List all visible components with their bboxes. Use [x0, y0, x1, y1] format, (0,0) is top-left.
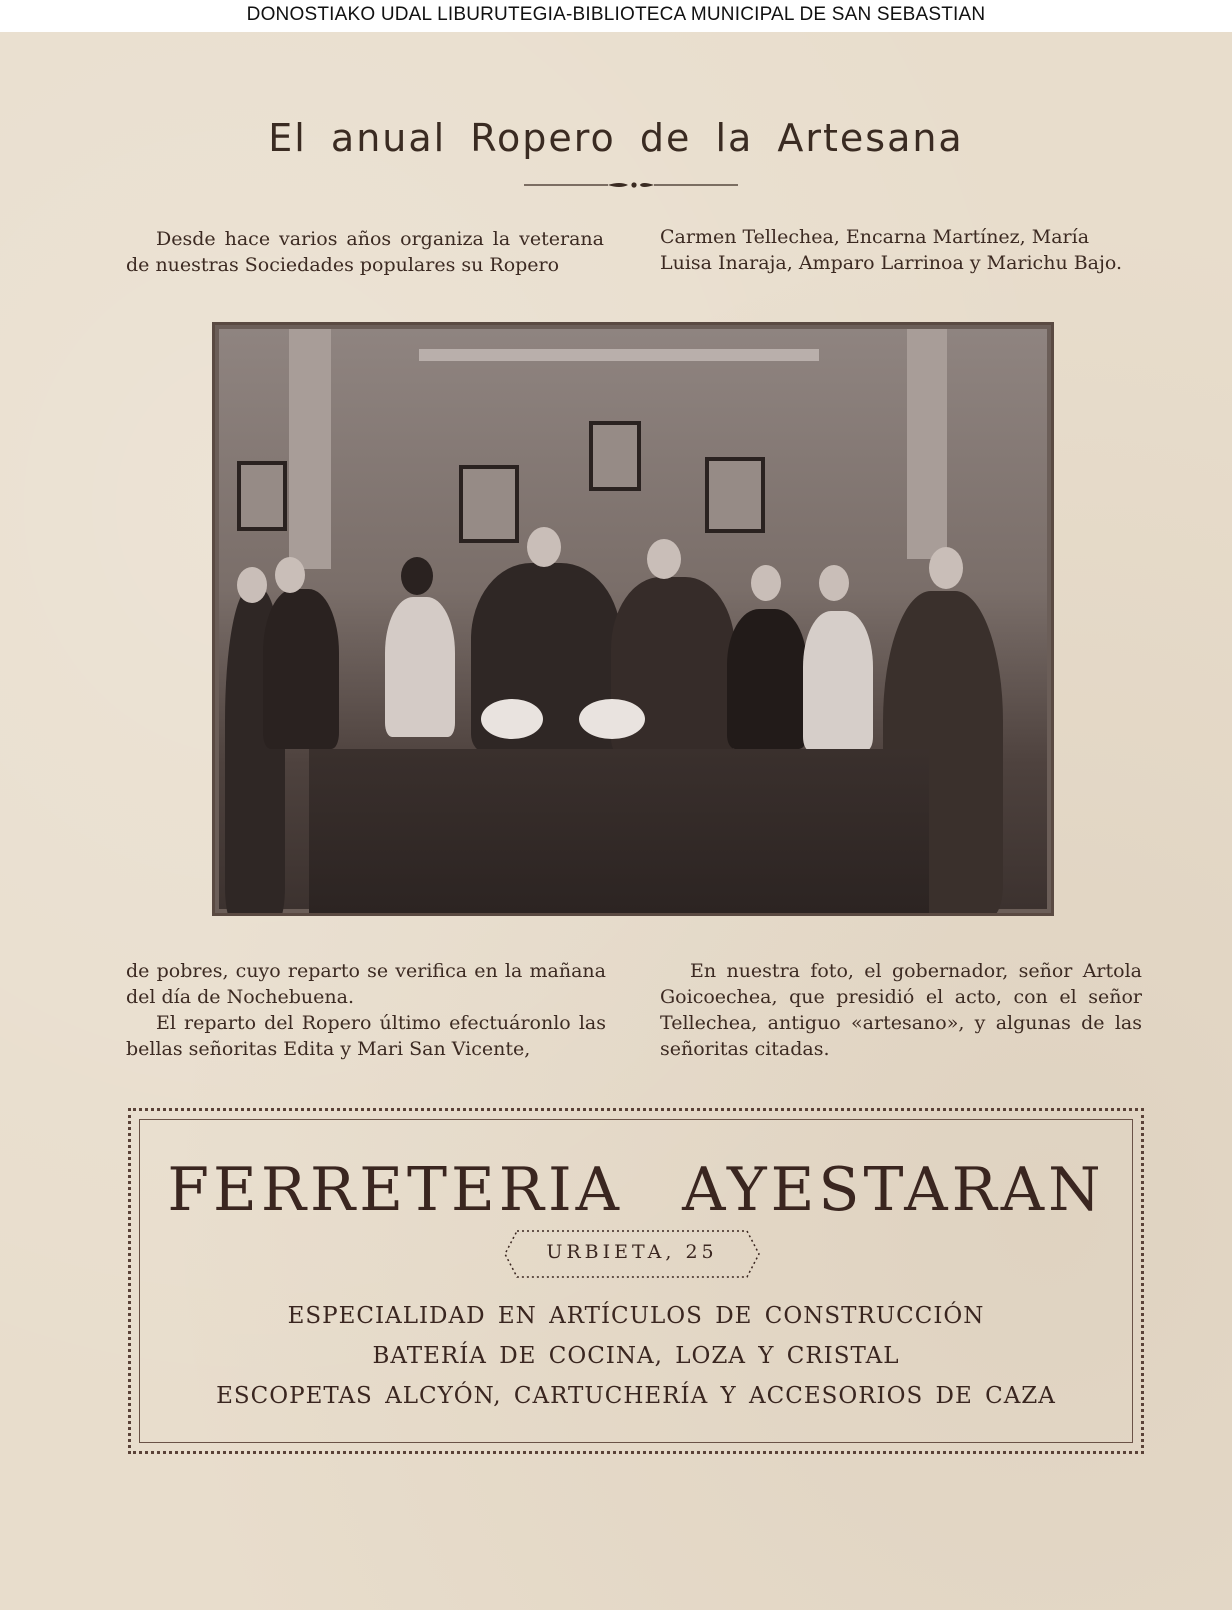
advertisement-line-3: ESCOPETAS ALCYÓN, CARTUCHERÍA Y ACCESORIOS DE CAZA	[216, 1383, 1056, 1409]
photo-head	[751, 565, 781, 601]
photo-portrait	[237, 461, 287, 531]
photo-head	[275, 557, 305, 593]
advertisement-line-1: ESPECIALIDAD EN ARTÍCULOS DE CONSTRUCCIÓN	[287, 1303, 985, 1329]
photo-bundle	[481, 699, 543, 739]
photo-head	[527, 527, 561, 567]
photo-pillar	[289, 329, 331, 569]
article-paragraph: En nuestra foto, el gobernador, señor Artola Goicoechea, que presidió el acto, con el señor Tellechea, antiguo «artesano», y algunas de las señoritas citadas.	[660, 960, 1142, 1060]
photo-head	[819, 565, 849, 601]
article-paragraph: de pobres, cuyo reparto se verifica en la mañana del día de Nochebuena.	[126, 960, 606, 1008]
photo-pillar	[907, 329, 947, 559]
photo-head	[401, 557, 433, 595]
photo-person	[803, 611, 873, 751]
article-paragraph: Desde hace varios años organiza la veterana de nuestras Sociedades populares su Ropero	[126, 228, 604, 276]
article-title: El anual Ropero de la Artesana	[268, 116, 964, 160]
advertisement-name: FERRETERIA AYESTARAN	[167, 1155, 1105, 1225]
advertisement-line-2: BATERÍA DE COCINA, LOZA Y CRISTAL	[372, 1343, 900, 1369]
photo-head	[647, 539, 681, 579]
photo-head	[929, 547, 963, 589]
article-paragraph: Carmen Tellechea, Encarna Martínez, María Luisa Inaraja, Amparo Larrinoa y Marichu Bajo.	[660, 226, 1123, 274]
photo-portrait	[589, 421, 641, 491]
photo-head	[237, 567, 267, 603]
photo-bundle	[579, 699, 645, 739]
advertisement-box	[128, 1108, 1144, 1454]
advertisement-address-badge	[503, 1227, 761, 1281]
photo-ceiling-light	[419, 349, 819, 361]
photo-person	[385, 597, 455, 737]
photo-scene	[219, 329, 1047, 909]
article-photo	[212, 322, 1054, 916]
title-ornament	[524, 180, 738, 190]
photo-table	[309, 749, 929, 915]
photo-portrait	[705, 457, 765, 533]
article-top-left	[126, 226, 604, 278]
photo-person	[263, 589, 339, 749]
article-bottom-right	[660, 958, 1142, 1062]
library-banner-text: DONOSTIAKO UDAL LIBURUTEGIA-BIBLIOTECA MUNICIPAL DE SAN SEBASTIAN	[246, 4, 986, 25]
library-banner	[0, 0, 1232, 32]
advertisement-address: URBIETA, 25	[546, 1241, 718, 1263]
article-top-right	[660, 224, 1140, 276]
article-paragraph: El reparto del Ropero último efectuáronlo las bellas señoritas Edita y Mari San Vicente,	[126, 1012, 606, 1060]
photo-person	[727, 609, 807, 749]
article-bottom-left	[126, 958, 606, 1062]
photo-portrait	[459, 465, 519, 543]
